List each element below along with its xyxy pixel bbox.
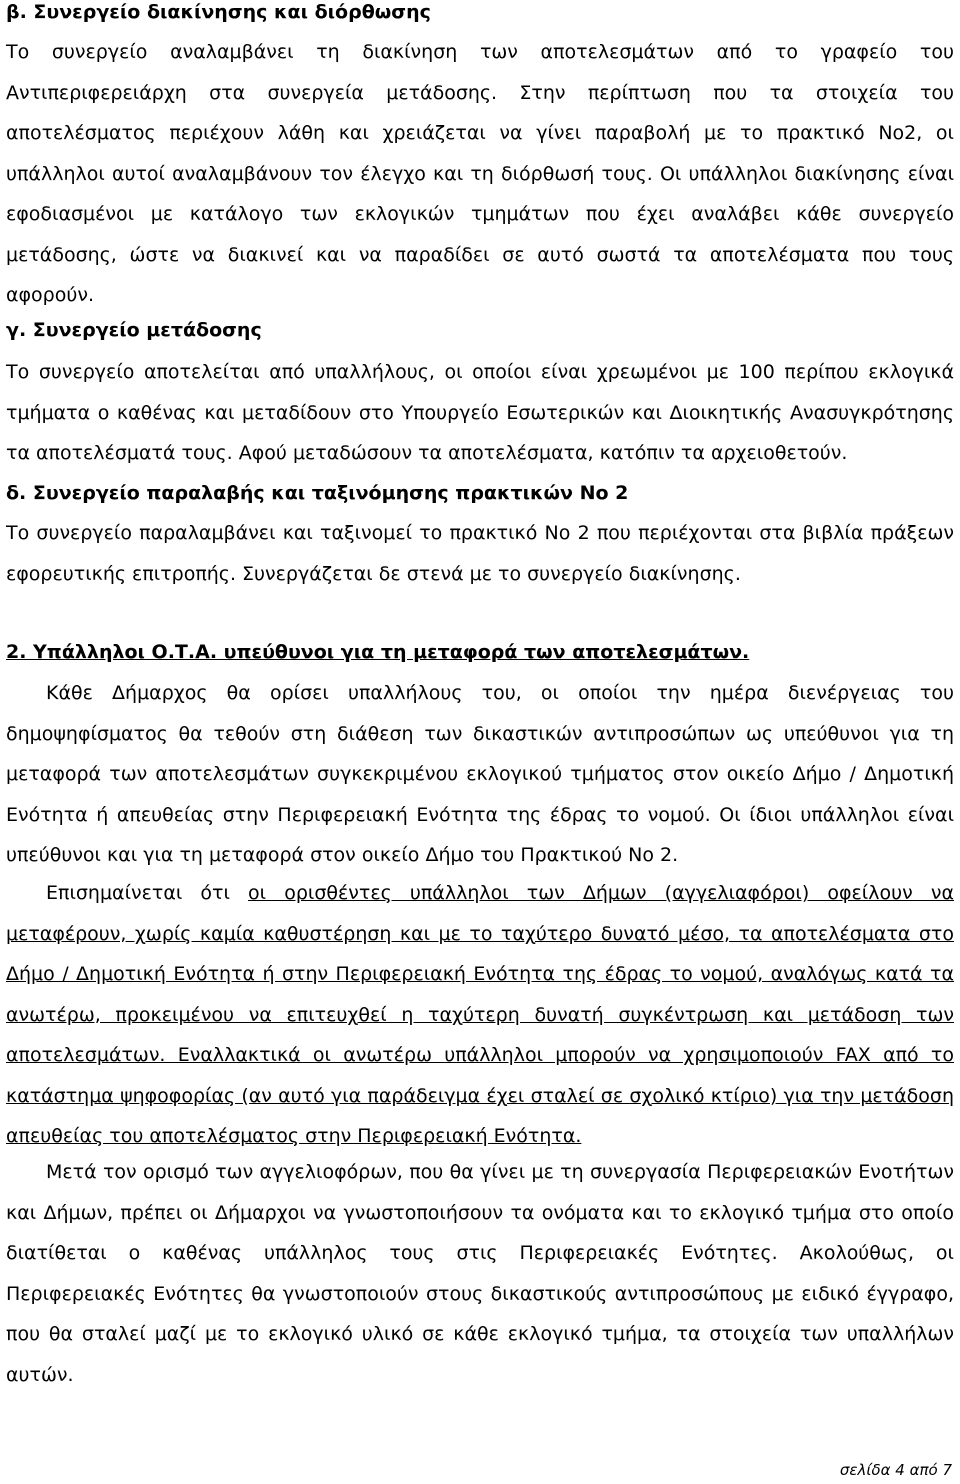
section-two-paragraph-1: Κάθε Δήμαρχος θα ορίσει υπαλλήλους του, οι οποίοι την ημέρα διενέργειας του δημοψηφίσματος θα τεθούν στη διάθεση των δικαστικών αντιπροσώπων ως υπεύθυνοι για τη μεταφορά των αποτελεσμάτων συγκεκριμένου εκλογικού τμήματος στον οικείο Δήμο / Δημοτική Ενότητα ή απευθείας στην Περιφερειακή Ενότητα της έδρας το νομού. Οι ίδιοι υπάλληλοι είναι υπεύθυνοι και για τη μεταφορά στον οικείο Δήμο του Πρακτικού Νο 2. <box>6 682 954 866</box>
section-delta-paragraph: Το συνεργείο παραλαμβάνει και ταξινομεί το πρακτικό Νο 2 που περιέχονται στα βιβλία πράξεων εφορευτικής επιτροπής. Συνεργάζεται δε στενά με το συνεργείο διακίνησης. <box>6 522 954 585</box>
section-two-paragraph-3: Μετά τον ορισμό των αγγελιοφόρων, που θα γίνει με τη συνεργασία Περιφερειακών Ενοτήτων και Δήμων, πρέπει οι Δήμαρχοι να γνωστοποιήσουν τα ονόματα και το εκλογικό τμήμα στο οποίο διατίθεται ο καθένας υπάλληλος τους στις Περιφερειακές Ενότητες. Ακολούθως, οι Περιφερειακές Ενότητες θα γνωστοποιούν στους δικαστικούς αντιπροσώπους με ειδικό έγγραφο, που θα σταλεί μαζί με το εκλογικό υλικό σε κάθε εκλογικό τμήμα, τα στοιχεία των υπαλλήλων αυτών. <box>6 1161 954 1386</box>
section-two-heading: 2. Υπάλληλοι Ο.Τ.Α. υπεύθυνοι για τη μεταφορά των αποτελεσμάτων. <box>6 641 750 663</box>
paragraph-2-underlined-text: οι ορισθέντες υπάλληλοι των Δήμων (αγγελιαφόροι) οφείλουν να μεταφέρουν, χωρίς καμία καθυστέρηση και με το ταχύτερο δυνατό μέσο, τα αποτελέσματα στο Δήμο / Δημοτική Ενότητα ή στην Περιφερειακή Ενότητα της έδρας το νομού, αναλόγως κατά τα ανωτέρω, προκειμένου να επιτευχθεί η ταχύτερη δυνατή συγκέντρωση και μετάδοση των αποτελεσμάτων. Εναλλακτικά οι ανωτέρω υπάλληλοι μπορούν να χρησιμοποιούν FAX από το κατάστημα ψηφοφορίας (αν αυτό για παράδειγμα έχει σταλεί σε σχολικό κτίριο) για την μετάδοση απευθείας του αποτελέσματος στην Περιφερειακή Ενότητα. <box>6 882 954 1147</box>
section-beta-heading: β. Συνεργείο διακίνησης και διόρθωσης <box>6 1 431 23</box>
section-delta-heading: δ. Συνεργείο παραλαβής και ταξινόμησης πρακτικών Νο 2 <box>6 482 629 504</box>
section-gamma-paragraph: Το συνεργείο αποτελείται από υπαλλήλους, οι οποίοι είναι χρεωμένοι με 100 περίπου εκλογικά τμήματα ο καθένας και μεταδίδουν στο Υπουργείο Εσωτερικών και Διοικητικής Ανασυγκρότησης τα αποτελέσματά τους. Αφού μεταδώσουν τα αποτελέσματα, κατόπιν τα αρχειοθετούν. <box>6 361 954 464</box>
section-beta-paragraph: Το συνεργείο αναλαμβάνει τη διακίνηση των αποτελεσμάτων από το γραφείο του Αντιπεριφερειάρχη στα συνεργεία μετάδοσης. Στην περίπτωση που τα στοιχεία του αποτελέσματος περιέχουν λάθη και χρειάζεται να γίνει παραβολή με το πρακτικό Νο2, οι υπάλληλοι αυτοί αναλαμβάνουν τον έλεγχο και τη διόρθωσή τους. Οι υπάλληλοι διακίνησης είναι εφοδιασμένοι με κατάλογο των εκλογικών τμημάτων που έχει αναλάβει κάθε συνεργείο μετάδοσης, ώστε να διακινεί και να παραδίδει σε αυτό σωστά τα αποτελέσματα που τους αφορούν. <box>6 41 954 306</box>
paragraph-2-lead: Επισημαίνεται ότι <box>46 882 249 904</box>
section-two-paragraph-2 <box>6 873 954 1157</box>
page-number-footer: σελίδα 4 από 7 <box>839 1461 952 1479</box>
section-gamma-heading: γ. Συνεργείο μετάδοσης <box>6 319 262 341</box>
